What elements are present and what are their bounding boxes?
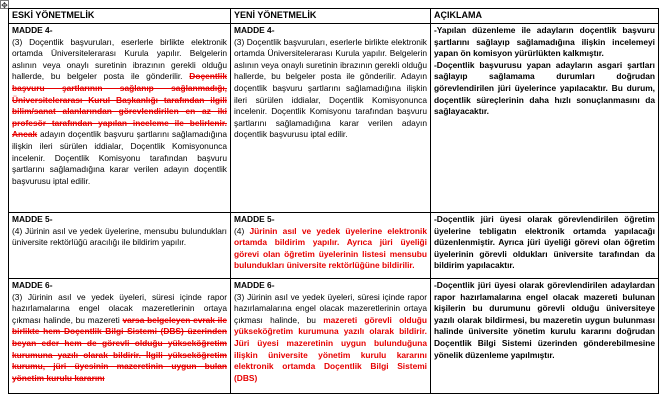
- explanation-paragraph: -Doçentlik başvurusu yapan adayların asgari şartları sağlayıp sağlamama durumları doğrudan görevlendirilen jüri üyelerince yapılacaktır. Bu durum, doçentlik süreçlerinin daha hızlı sonuçlanmasını da sağlayacaktır.: [434, 59, 655, 117]
- header-new-regulation: YENİ YÖNETMELİK: [231, 9, 431, 24]
- new-article-6-cell: [231, 279, 431, 394]
- regulation-comparison-table: [8, 8, 659, 394]
- old-article-6-cell: [9, 279, 231, 394]
- old-article-text: (3) Doçentlik başvuruları, eserlerle birlikte elektronik ortamda Üniversitelerarası Kurula yapılır. Belgelerin aslının veya onaylı suretinin ibrazının gerekli olduğu hallerde, bu belgeler posta ile gönderilir.: [12, 36, 227, 82]
- old-article-text: adayın doçentlik başvuru şartlarını sağlamadığına ilişkin ileri sürülen iddialar, Doçentlik Komisyonunca incelenir. Doçentlik Komisyonu tarafından başvuru şartlarını sağlamadığına karar verilen adayın doçentlik başvurusu iptal edilir.: [12, 129, 228, 186]
- deleted-text: varsa belgeleyen evrak ile birlikte hem Doçentlik Bilgi Sistemi (DBS) üzerinden beyan eder hem de görevli olduğu yükseköğretim kurumuna yazılı olarak bildirir. İlgili yükseköğretim kurumu, jüri üyesinin mazeretinin uygun bulan yönetim kurulu kararını: [12, 314, 227, 383]
- new-article-text: (3) Doçentlik başvuruları, eserlerle birlikte elektronik ortamda Üniversitelerarası Kurula yapılır. Belgelerin aslının veya onaylı suretinin ibrazının gerekli olduğu hallerde, bu belgeler posta ile gönderilir. Adayın doçentlik başvuru şartlarını sağlamadığına ilişkin ileri sürülen iddialar, Doçentlik Komisyonunca incelenir. Doçentlik Komisyonu tarafından başvuru şartlarını sağlamadığına karar verilen adayın doçentlik başvurusu iptal edilir.: [234, 36, 427, 140]
- article-title: MADDE 4-: [234, 25, 275, 35]
- explanation-paragraph: -Yapılan düzenleme ile adayların doçentlik başvuru şartlarını sağlayıp sağlamadığına ilişkin incelemeyi yapan ön komisyon yürürlükten kalkmıştır.: [434, 25, 655, 59]
- table-row: [9, 213, 659, 279]
- article-title: MADDE 5-: [234, 214, 275, 224]
- table-row: [9, 279, 659, 394]
- explanation-cell: [431, 279, 659, 394]
- new-article-prefix: (4): [234, 225, 245, 236]
- explanation-paragraph: -Doçentlik jüri üyesi olarak görevlendirilen öğretim üyelerine tebligatın elektronik ortamda yapılacağı düzenlenmiştir. Ayrıca jüri üyeliği görevi olan öğretim üyelerinin görevli oldukları üniversite tarafından da bildirim yapılacaktır.: [434, 214, 655, 271]
- old-article-text: (3) Jürinin asıl ve yedek üyeleri, süresi içinde rapor hazırlamalarına engel olacak mazeretlerinin ortaya çıkması halinde, bu mazereti: [12, 291, 227, 325]
- old-article-text: (4) Jürinin asıl ve yedek üyelerine, mensubu bulundukları üniversite rektörlüğü aracılığı ile bildirim yapılır.: [12, 225, 227, 248]
- article-title: MADDE 5-: [12, 214, 53, 224]
- article-title: MADDE 6-: [234, 280, 275, 290]
- old-article-5-cell: [9, 213, 231, 279]
- inserted-text: mazereti görevli olduğu yükseköğretim kurumuna yazılı olarak bildirir. Jüri üyesi mazeretinin uygun bulunduğuna ilişkin üniversite yönetim kurulu kararını elektronik ortamda Doçentlik Bilgi Sistemi (DBS): [234, 314, 427, 383]
- deleted-text: Doçentlik başvuru şartlarının sağlanıp sağlanmadığı, Üniversitelerarası Kurul Başkanlığı tarafından ilgili bilim/sanat alanlarından görevlendirilen en az iki profesör tarafından yapılan inceleme ile belirlenir. Ancak: [12, 71, 227, 140]
- old-article-4-cell: [9, 24, 231, 213]
- explanation-cell: [431, 24, 659, 213]
- header-old-regulation: ESKİ YÖNETMELİK: [9, 9, 231, 24]
- new-article-4-cell: [231, 24, 431, 213]
- article-title: MADDE 4-: [12, 25, 53, 35]
- new-article-5-cell: [231, 213, 431, 279]
- header-row: [9, 9, 659, 24]
- explanation-cell: [431, 213, 659, 279]
- article-title: MADDE 6-: [12, 280, 53, 290]
- new-article-text: (3) Jürinin asıl ve yedek üyeleri, süresi içinde rapor hazırlamalarına engel olacak mazeretlerinin ortaya çıkması halinde, bu: [234, 291, 427, 325]
- table-row: [9, 24, 659, 213]
- table-move-handle[interactable]: ✥: [1, 1, 8, 10]
- inserted-text: Jürinin asıl ve yedek üyelerine elektronik ortamda bildirim yapılır. Ayrıca jüri üyeliği görevi olan öğretim üyelerinin listesi mensubu bulundukları üniversite rektörlüğüne bildirilir.: [234, 225, 427, 271]
- header-explanation: AÇIKLAMA: [431, 9, 659, 24]
- explanation-paragraph: -Doçentlik jüri üyesi olarak görevlendirilen adaylardan rapor hazırlamalarına engel olacak mazereti bulunan kişilerin bu durumunu görevli olduğu üniversiteye yazılı olarak bildirmesi, bu mazeretin uygun bulunması halinde üniversite yönetim kurulu kararını doğrudan Doçentlik Bilgi Sistemi üzerinden gönderebilmesine yönelik düzenleme yapılmıştır.: [434, 280, 655, 360]
